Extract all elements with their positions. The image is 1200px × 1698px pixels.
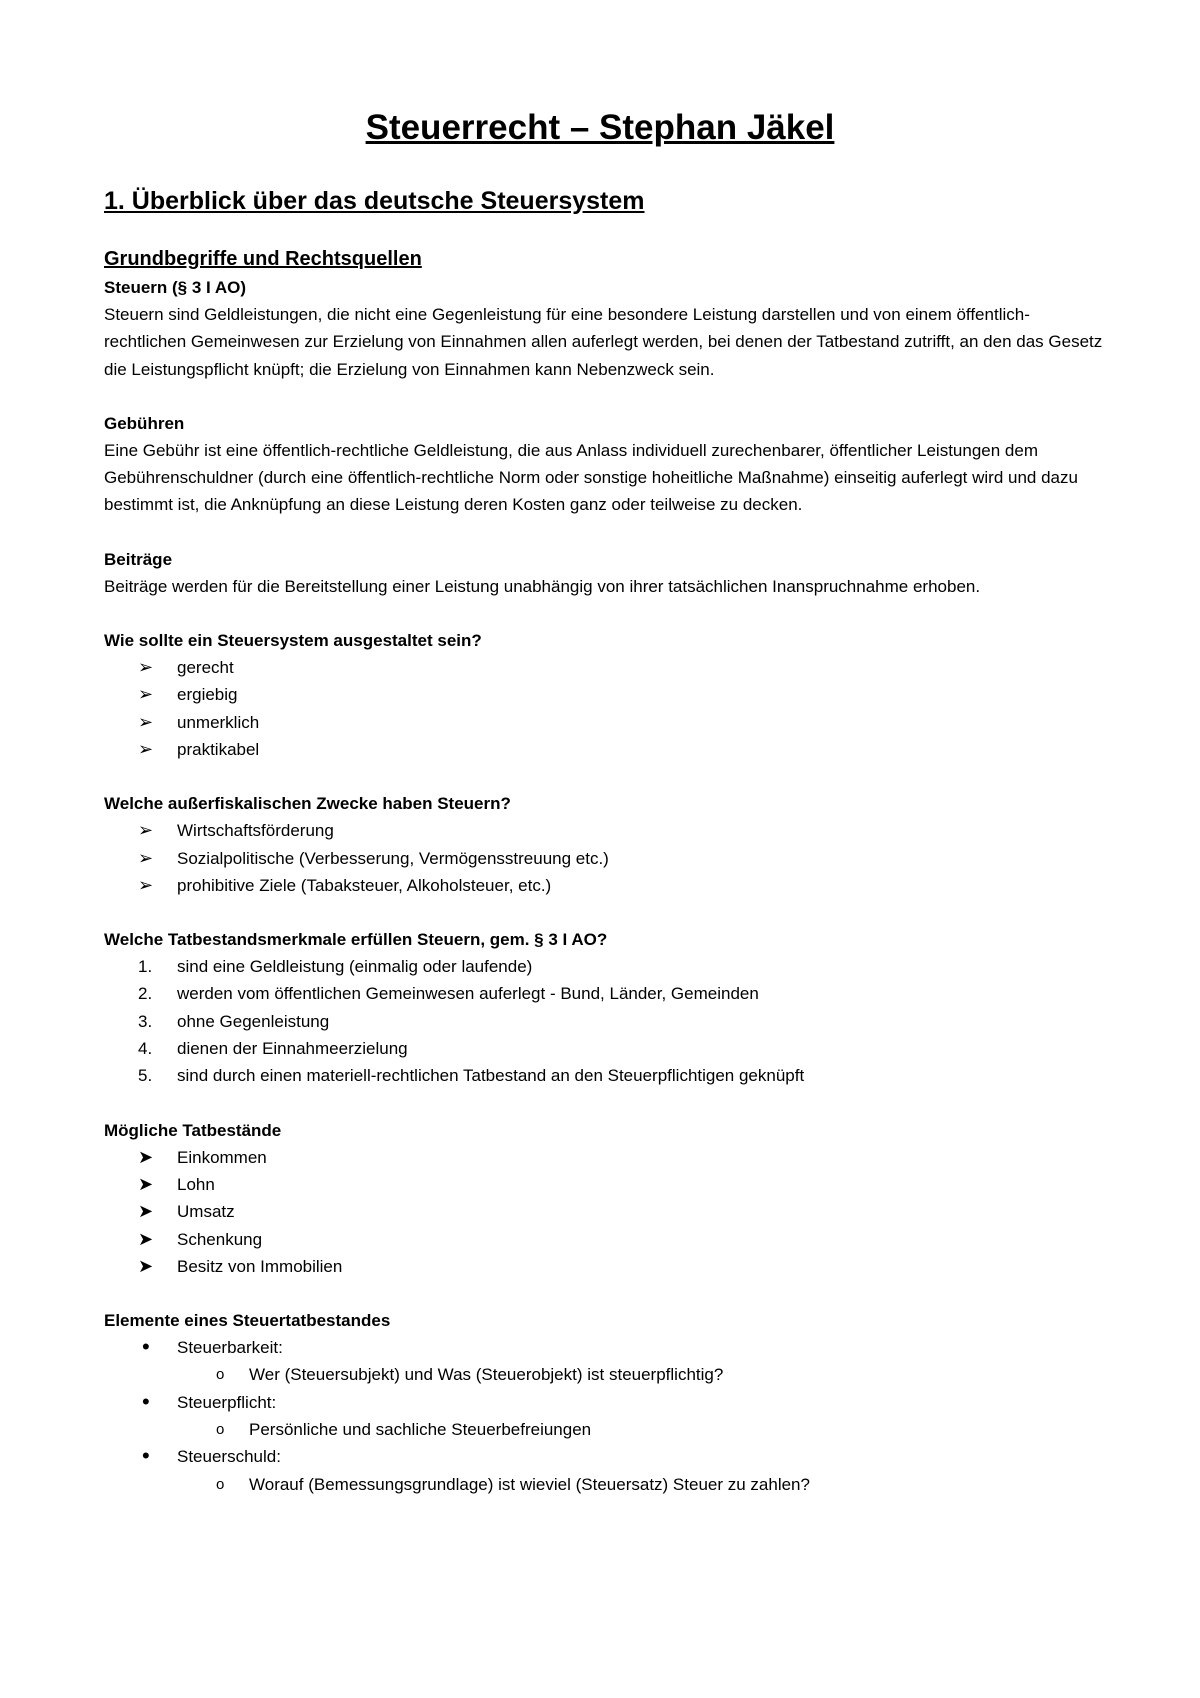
heavy-arrow-bullet-icon: ➤ bbox=[138, 1201, 154, 1222]
chapter-heading: 1. Überblick über das deutsche Steuersystem bbox=[104, 187, 645, 215]
block-heading: Gebühren bbox=[104, 413, 185, 433]
arrow-bullet-icon: ➢ bbox=[138, 684, 154, 705]
heavy-arrow-bullet-icon: ➤ bbox=[138, 1228, 154, 1249]
list-number: 2. bbox=[138, 984, 153, 1004]
arrow-bullet-icon: ➢ bbox=[138, 820, 154, 841]
list-item: • Steuerbarkeit: bbox=[142, 1334, 283, 1360]
arrow-list bbox=[104, 654, 1104, 763]
block-heading: Steuern (§ 3 I AO) bbox=[104, 278, 247, 297]
list-item: ➢ unmerklich bbox=[104, 709, 1104, 736]
document-body bbox=[104, 184, 1104, 1498]
block-ausgestaltung bbox=[104, 627, 1104, 763]
arrow-bullet-icon: ➢ bbox=[138, 874, 154, 895]
section-heading: Grundbegriffe und Rechtsquellen bbox=[104, 248, 422, 270]
block-elemente bbox=[104, 1307, 1104, 1498]
block-heading: Beiträge bbox=[104, 549, 173, 569]
block-heading: Elemente eines Steuertatbestandes bbox=[104, 1311, 391, 1331]
list-item: ➤ Umsatz bbox=[104, 1198, 1104, 1225]
list-item: 5. sind durch einen materiell-rechtlichen Tatbestand an den Steuerpflichtigen geknüpft bbox=[104, 1062, 1104, 1089]
block-heading: Mögliche Tatbestände bbox=[104, 1120, 282, 1140]
list-number: 5. bbox=[138, 1066, 153, 1086]
bullet-icon: • bbox=[142, 1388, 150, 1414]
arrow-bullet-icon: ➢ bbox=[138, 738, 154, 759]
arrow-list bbox=[104, 817, 1104, 899]
bullet-list bbox=[104, 1334, 1104, 1498]
arrow-list bbox=[104, 1144, 1104, 1280]
list-item: 3. ohne Gegenleistung bbox=[104, 1008, 1104, 1035]
list-number: 1. bbox=[138, 957, 153, 977]
list-item: ➢ Sozialpolitische (Verbesserung, Vermögensstreuung etc.) bbox=[104, 845, 1104, 872]
bullet-icon: • bbox=[142, 1334, 150, 1360]
heavy-arrow-bullet-icon: ➤ bbox=[138, 1255, 154, 1276]
list-item: 1. sind eine Geldleistung (einmalig oder laufende) bbox=[104, 953, 1104, 980]
list-number: 3. bbox=[138, 1011, 153, 1031]
block-zwecke bbox=[104, 790, 1104, 899]
block-gebuehren bbox=[104, 410, 1104, 519]
block-tatbestaende bbox=[104, 1117, 1104, 1280]
block-paragraph: Beiträge werden für die Bereitstellung einer Leistung unabhängig von ihrer tatsächlichen Inanspruchnahme erhoben. bbox=[104, 576, 981, 596]
list-item: 2. werden vom öffentlichen Gemeinwesen auferlegt - Bund, Länder, Gemeinden bbox=[104, 980, 1104, 1007]
list-item: ➢ Wirtschaftsförderung bbox=[104, 817, 1104, 844]
arrow-bullet-icon: ➢ bbox=[138, 711, 154, 732]
sub-list-item: o Persönliche und sachliche Steuerbefreiungen bbox=[104, 1416, 1104, 1443]
sub-list-item: o Worauf (Bemessungsgrundlage) ist wieviel (Steuersatz) Steuer zu zahlen? bbox=[104, 1471, 1104, 1498]
arrow-bullet-icon: ➢ bbox=[138, 657, 154, 678]
block-steuern bbox=[104, 274, 1104, 383]
list-item: ➢ praktikabel bbox=[104, 736, 1104, 763]
numbered-list bbox=[104, 953, 1104, 1089]
sub-bullet-icon: o bbox=[216, 1421, 225, 1439]
arrow-bullet-icon: ➢ bbox=[138, 847, 154, 868]
block-heading: Welche Tatbestandsmerkmale erfüllen Steuern, gem. § 3 I AO? bbox=[104, 930, 608, 950]
list-item: ➤ Besitz von Immobilien bbox=[104, 1253, 1104, 1280]
list-item: ➢ prohibitive Ziele (Tabaksteuer, Alkoholsteuer, etc.) bbox=[104, 872, 1104, 899]
block-heading: Wie sollte ein Steuersystem ausgestaltet sein? bbox=[104, 631, 482, 651]
heavy-arrow-bullet-icon: ➤ bbox=[138, 1146, 154, 1167]
document-title: Steuerrecht – Stephan Jäkel bbox=[365, 108, 835, 147]
block-paragraph: Steuern sind Geldleistungen, die nicht eine Gegenleistung für eine besondere Leistung darstellen und von einem öffentlich-rechtlichen Gemeinwesen zur Erzielung von Einnahmen allen auferlegt werden, bei denen der Tatbestand zutrifft, an den das Gesetz die Leistungspflicht knüpft; die Erzielung von Einnahmen kann Nebenzweck sein. bbox=[104, 305, 1103, 379]
block-beitraege bbox=[104, 546, 1104, 600]
list-item: • Steuerpflicht: bbox=[142, 1388, 277, 1414]
list-item: • Steuerschuld: bbox=[142, 1443, 281, 1469]
list-item: ➢ ergiebig bbox=[104, 681, 1104, 708]
block-paragraph: Eine Gebühr ist eine öffentlich-rechtliche Geldleistung, die aus Anlass individuell zurechenbarer, öffentlicher Leistungen dem Gebührenschuldner (durch eine öffentlich-rechtliche Norm oder sonstige hoheitliche Maßnahme) einseitig auferlegt wird und dazu bestimmt ist, die Anknüpfung an diese Leistung deren Kosten ganz oder teilweise zu decken. bbox=[104, 440, 1078, 515]
bullet-icon: • bbox=[142, 1443, 150, 1469]
list-item: 4. dienen der Einnahmeerzielung bbox=[104, 1035, 1104, 1062]
list-item: ➤ Lohn bbox=[104, 1171, 1104, 1198]
sub-list-item: o Wer (Steuersubjekt) und Was (Steuerobjekt) ist steuerpflichtig? bbox=[104, 1361, 1104, 1388]
block-heading: Welche außerfiskalischen Zwecke haben Steuern? bbox=[104, 794, 511, 814]
list-item: ➢ gerecht bbox=[104, 654, 1104, 681]
block-merkmale bbox=[104, 926, 1104, 1089]
list-item: ➤ Schenkung bbox=[104, 1226, 1104, 1253]
sub-bullet-icon: o bbox=[216, 1475, 225, 1493]
list-number: 4. bbox=[138, 1039, 153, 1059]
list-item: ➤ Einkommen bbox=[104, 1144, 1104, 1171]
sub-bullet-icon: o bbox=[216, 1366, 225, 1384]
heavy-arrow-bullet-icon: ➤ bbox=[138, 1173, 154, 1194]
